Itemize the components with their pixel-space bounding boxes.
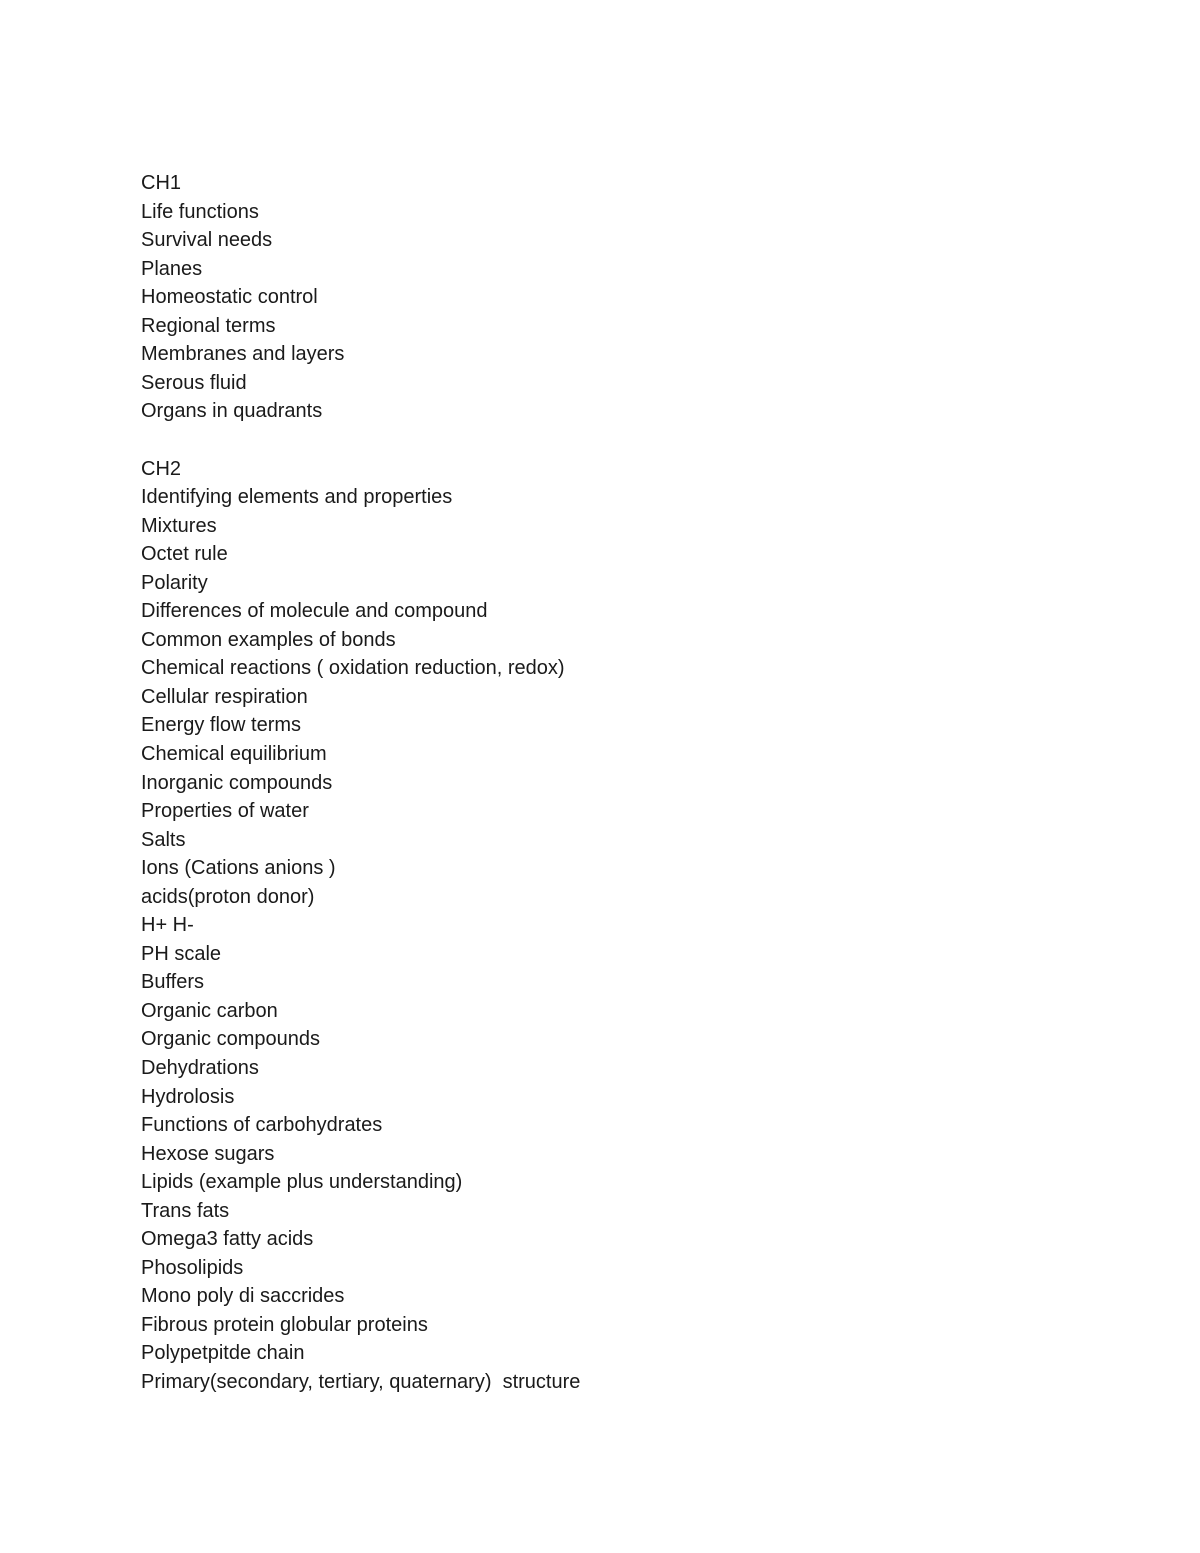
list-item: Primary(secondary, tertiary, quaternary) structure — [141, 1371, 581, 1394]
list-item: Trans fats — [141, 1199, 230, 1222]
section-heading: CH1 — [141, 172, 182, 194]
list-item: Common examples of bonds — [141, 628, 396, 651]
section-ch2 — [141, 455, 1141, 1397]
list-item: Chemical equilibrium — [141, 742, 327, 765]
list-item: Inorganic compounds — [141, 771, 333, 794]
list-item: acids(proton donor) — [141, 885, 315, 908]
list-item: Omega3 fatty acids — [141, 1228, 314, 1251]
list-item: Cellular respiration — [141, 685, 308, 708]
list-item: Hexose sugars — [141, 1142, 275, 1165]
list-item: Mono poly di saccrides — [141, 1285, 345, 1308]
list-item: H+ H- — [141, 914, 194, 937]
list-item: Membranes and layers — [141, 343, 345, 366]
list-item: Organic carbon — [141, 999, 278, 1022]
section-heading: CH2 — [141, 457, 182, 480]
list-item: Ions (Cations anions ) — [141, 857, 336, 880]
list-item: Homeostatic control — [141, 286, 318, 309]
list-item: Octet rule — [141, 543, 228, 566]
list-item: PH scale — [141, 942, 222, 965]
list-item: Properties of water — [141, 800, 309, 823]
list-item: Serous fluid — [141, 371, 247, 394]
list-item: Salts — [141, 828, 186, 851]
list-item: Energy flow terms — [141, 714, 302, 737]
list-item: Organic compounds — [141, 1028, 320, 1051]
list-item: Differences of molecule and compound — [141, 600, 488, 623]
list-item: Polarity — [141, 571, 208, 594]
list-item: Identifying elements and properties — [141, 486, 453, 509]
list-item: Chemical reactions ( oxidation reduction, redox) — [141, 657, 565, 680]
document-body — [141, 169, 1141, 1397]
list-item: Survival needs — [141, 229, 273, 252]
list-item: Functions of carbohydrates — [141, 1114, 383, 1137]
list-item: Phosolipids — [141, 1256, 244, 1279]
list-item: Polypetpitde chain — [141, 1342, 305, 1365]
list-item: Life functions — [141, 200, 259, 223]
list-item: Hydrolosis — [141, 1085, 235, 1108]
section-ch1 — [141, 169, 1141, 426]
list-item: Buffers — [141, 971, 204, 994]
list-item: Organs in quadrants — [141, 400, 323, 423]
list-item: Dehydrations — [141, 1057, 259, 1079]
section-spacer — [141, 426, 1141, 455]
list-item: Lipids (example plus understanding) — [141, 1171, 463, 1194]
list-item: Regional terms — [141, 314, 276, 337]
list-item: Fibrous protein globular proteins — [141, 1313, 428, 1336]
list-item: Planes — [141, 257, 203, 280]
list-item: Mixtures — [141, 514, 217, 537]
